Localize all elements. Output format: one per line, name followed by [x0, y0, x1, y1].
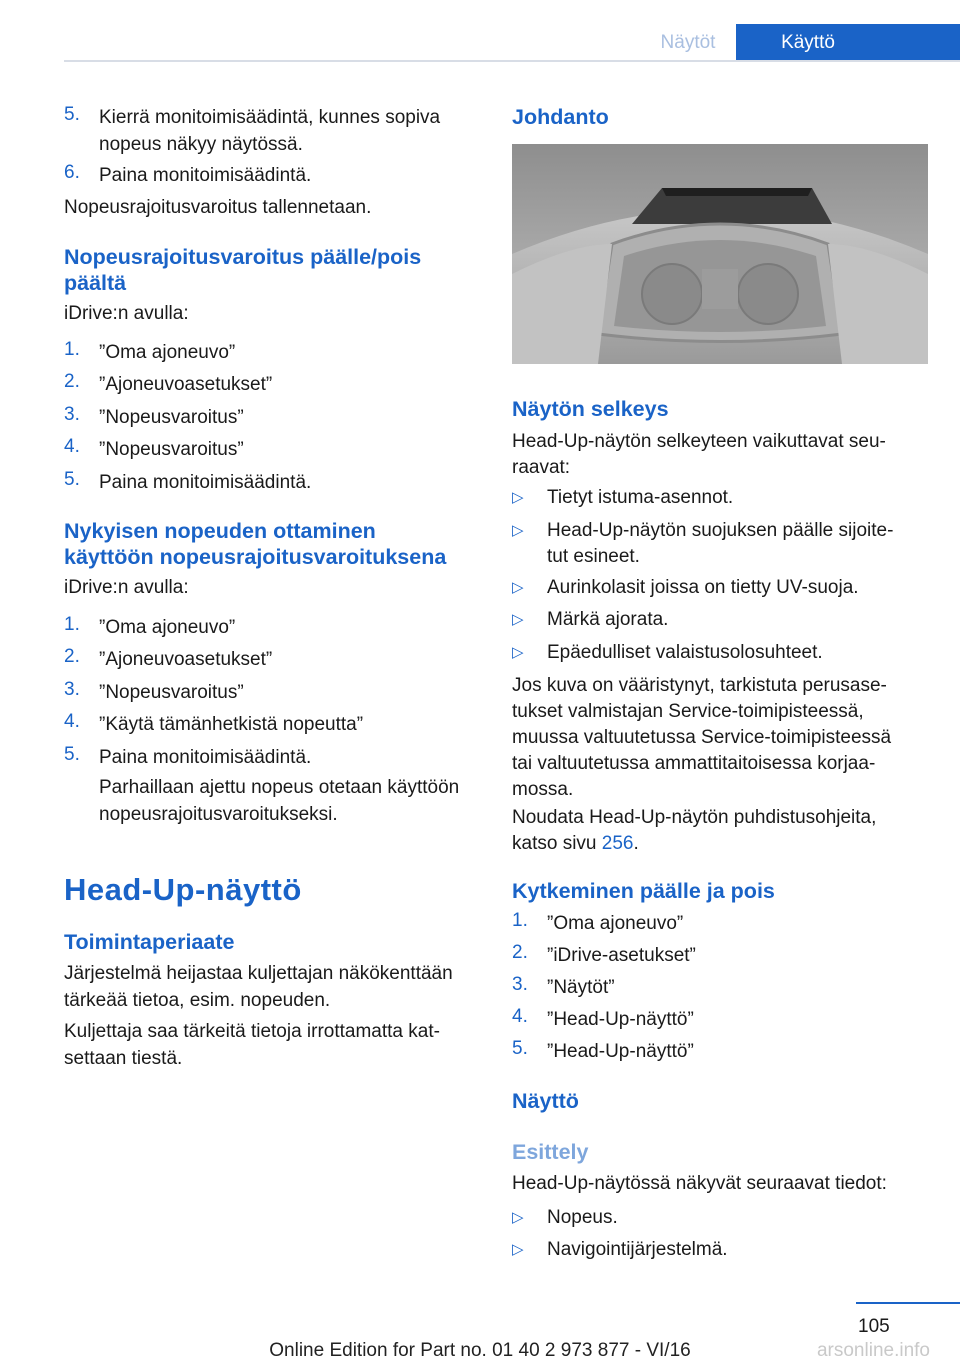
paragraph: iDrive:n avulla: [64, 577, 189, 598]
list-item-text: ”Oma ajoneuvo” [99, 342, 236, 363]
list-number: 1. [512, 910, 528, 931]
list-item-text: ”Oma ajoneuvo” [99, 617, 236, 638]
header-rule [64, 60, 960, 62]
bullet-triangle-icon: ▷ [512, 644, 524, 661]
list-item-text: ”iDrive-asetukset” [547, 945, 696, 966]
paragraph [512, 830, 639, 857]
list-item-text: ”Käytä tämänhetkistä nopeutta” [99, 714, 364, 735]
list-number: 6. [64, 162, 80, 183]
list-item-note: Parhaillaan ajettu nopeus otetaan käyttöön [99, 777, 460, 798]
section-heading: Nopeusrajoitusvaroitus päälle/pois [64, 245, 422, 269]
list-item-text: ”Nopeusvaroitus” [99, 439, 244, 460]
list-number: 2. [512, 942, 528, 963]
paragraph-text: . [633, 833, 639, 854]
paragraph: tukset valmistajan Service-toimipisteessä, [512, 701, 864, 722]
section-heading: Johdanto [512, 105, 609, 129]
bullet-text: Märkä ajorata. [547, 609, 669, 630]
paragraph: Nopeusrajoitusvaroitus tallennetaan. [64, 197, 372, 218]
list-item-note: nopeusrajoitusvaroitukseksi. [99, 804, 338, 825]
paragraph: Head-Up-näytön selkeyteen vaikuttavat seu- [512, 431, 886, 452]
section-heading: Näyttö [512, 1089, 579, 1113]
list-item-text: Paina monitoimisäädintä. [99, 472, 312, 493]
paragraph: mossa. [512, 779, 574, 800]
list-item-text: Paina monitoimisäädintä. [99, 165, 312, 186]
bullet-text: Nopeus. [547, 1207, 618, 1228]
tab-kaytto[interactable]: Käyttö [736, 24, 960, 62]
section-heading: päältä [64, 271, 127, 295]
bullet-triangle-icon: ▷ [512, 611, 524, 628]
bullet-triangle-icon: ▷ [512, 489, 524, 506]
list-number: 3. [512, 974, 528, 995]
section-heading: käyttöön nopeusrajoitusvaroituksena [64, 545, 447, 569]
chapter-title: Head-Up-näyttö [64, 872, 302, 907]
list-item-text: ”Ajoneuvoasetukset” [99, 374, 273, 395]
list-number: 2. [64, 371, 80, 392]
paragraph: Kuljettaja saa tärkeitä tietoja irrottamatta kat- [64, 1021, 440, 1042]
list-number: 4. [64, 436, 80, 457]
page-link[interactable]: 256 [601, 833, 634, 854]
bullet-triangle-icon: ▷ [512, 522, 524, 539]
bullet-text: Aurinkolasit joissa on tietty UV-suoja. [547, 577, 859, 598]
bullet-text: Epäedulliset valaistusolosuhteet. [547, 642, 823, 663]
list-number: 4. [512, 1006, 528, 1027]
dashboard-figure [512, 144, 928, 364]
footer-rule [856, 1302, 960, 1304]
bullet-text: tut esineet. [547, 546, 640, 567]
watermark: arsonline.info [816, 1340, 930, 1361]
bullet-triangle-icon: ▷ [512, 579, 524, 596]
list-number: 3. [64, 404, 80, 425]
paragraph: Noudata Head-Up-näytön puhdistusohjeita, [512, 807, 877, 828]
paragraph: tai valtuutetussa ammattitaitoisessa korjaa- [512, 753, 876, 774]
list-number: 4. [64, 711, 80, 732]
bullet-text: Tietyt istuma-asennot. [547, 487, 734, 508]
bullet-triangle-icon: ▷ [512, 1209, 524, 1226]
bullet-text: Head-Up-näytön suojuksen päälle sijoite- [547, 520, 894, 541]
head-up-display-illustration [512, 144, 928, 364]
list-number: 1. [64, 614, 80, 635]
bullet-triangle-icon: ▷ [512, 1241, 524, 1258]
list-item-text: ”Head-Up-näyttö” [547, 1041, 694, 1062]
list-number: 2. [64, 646, 80, 667]
tab-naytot[interactable]: Näytöt [660, 32, 716, 53]
paragraph: Head-Up-näytössä näkyvät seuraavat tiedot: [512, 1173, 887, 1194]
list-item-text: ”Nopeusvaroitus” [99, 407, 244, 428]
paragraph: raavat: [512, 457, 571, 478]
section-heading: Nykyisen nopeuden ottaminen [64, 519, 376, 543]
paragraph-text: katso sivu [512, 833, 602, 854]
list-item-text: Kierrä monitoimisäädintä, kunnes sopiva [99, 107, 441, 128]
list-item-text: ”Ajoneuvoasetukset” [99, 649, 273, 670]
edition-footer: Online Edition for Part no. 01 40 2 973 877 - VI/16 [269, 1340, 691, 1361]
list-number: 5. [64, 469, 80, 490]
list-item-text: ”Oma ajoneuvo” [547, 913, 684, 934]
paragraph: settaan tiestä. [64, 1048, 183, 1069]
paragraph: muussa valtuutetussa Service-toimipisteessä [512, 727, 892, 748]
section-heading: Näytön selkeys [512, 397, 669, 421]
list-item-text: nopeus näkyy näytössä. [99, 134, 303, 155]
list-number: 3. [64, 679, 80, 700]
list-item-text: ”Nopeusvaroitus” [99, 682, 244, 703]
list-number: 5. [64, 104, 80, 125]
paragraph: Järjestelmä heijastaa kuljettajan näkökenttään [64, 963, 453, 984]
paragraph: tärkeää tietoa, esim. nopeuden. [64, 990, 331, 1011]
list-item-text: ”Head-Up-näyttö” [547, 1009, 694, 1030]
list-number: 1. [64, 339, 80, 360]
list-item-text: ”Näytöt” [547, 977, 615, 998]
list-number: 5. [512, 1038, 528, 1059]
list-item-text: Paina monitoimisäädintä. [99, 747, 312, 768]
list-number: 5. [64, 744, 80, 765]
bullet-text: Navigointijärjestelmä. [547, 1239, 728, 1260]
subsection-heading: Esittely [512, 1140, 589, 1164]
page-number: 105 [858, 1316, 890, 1337]
section-heading: Kytkeminen päälle ja pois [512, 879, 775, 903]
paragraph: iDrive:n avulla: [64, 303, 189, 324]
paragraph: Jos kuva on vääristynyt, tarkistuta perusase- [512, 675, 887, 696]
section-heading: Toimintaperiaate [64, 930, 235, 954]
